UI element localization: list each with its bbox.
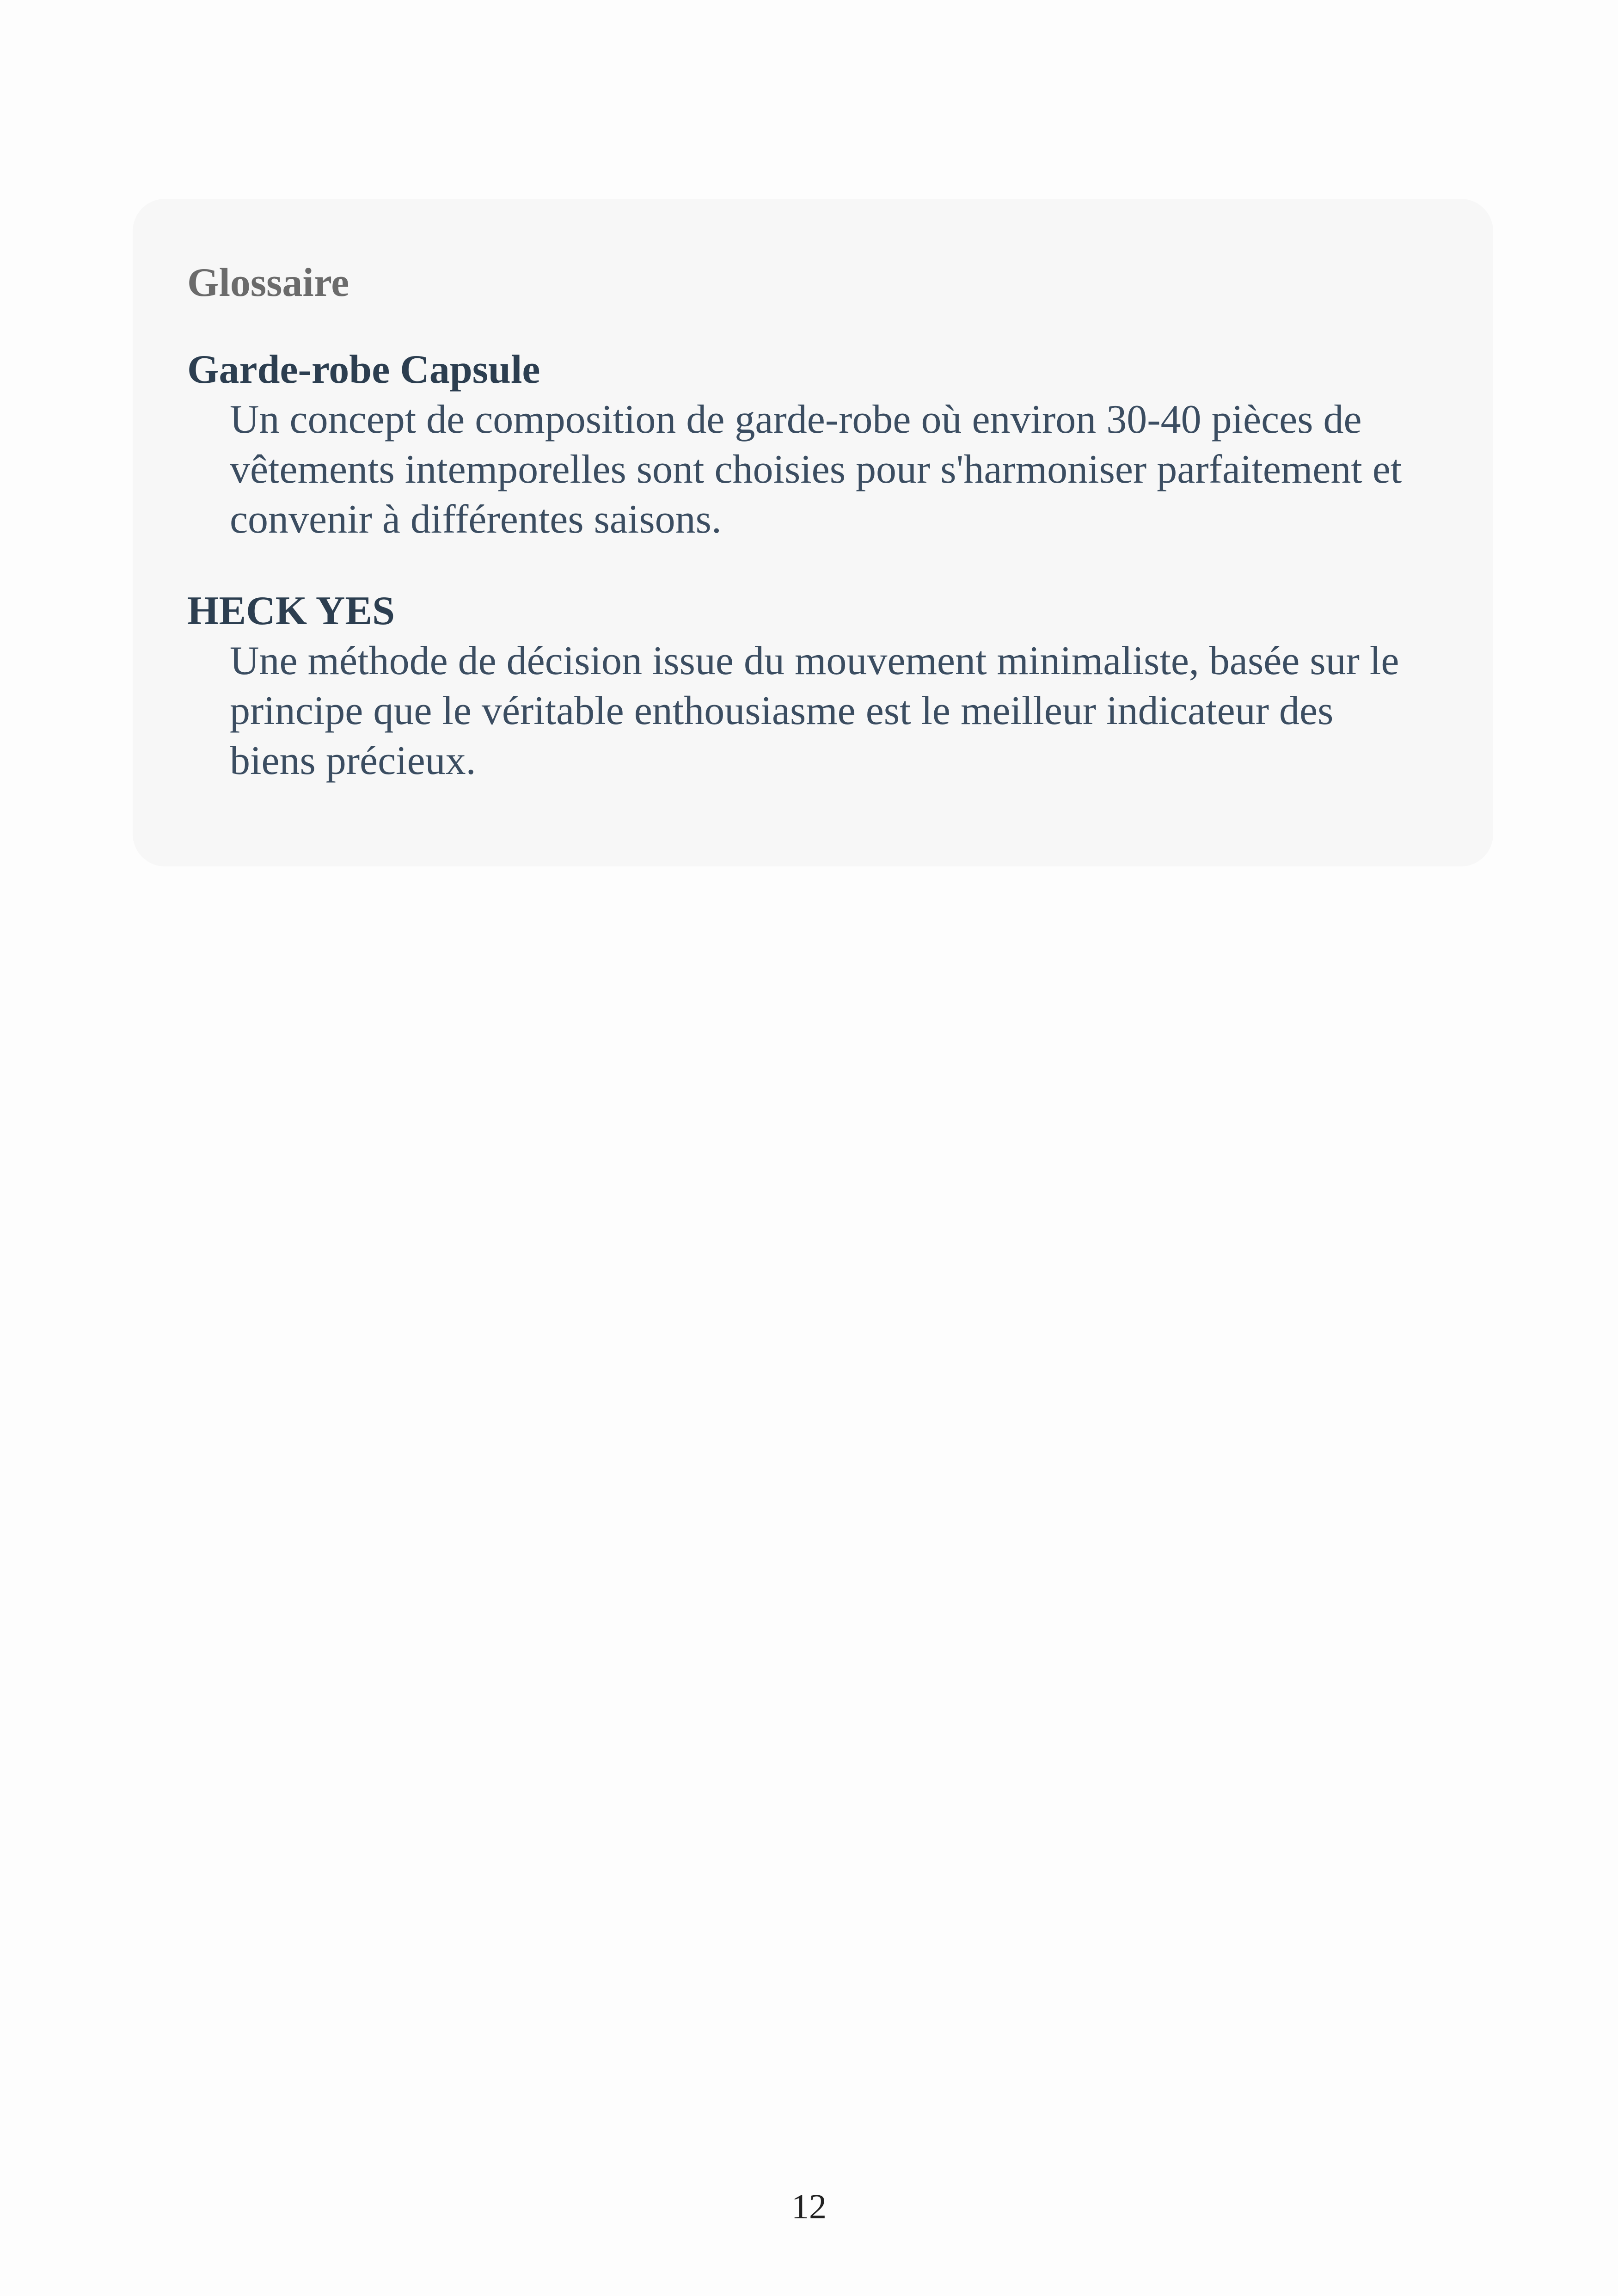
glossary-entry (187, 345, 1439, 545)
glossary-definition: Un concept de composition de garde-robe où environ 30-40 pièces de vêtements intemporelles sont choisies pour s'harmoniser parfaitement et convenir à différentes saisons. (230, 397, 1402, 542)
page-number: 12 (791, 2187, 827, 2226)
glossary-term: Garde-robe Capsule (187, 347, 540, 392)
glossary-term: HECK YES (187, 589, 395, 633)
glossary-definition: Une méthode de décision issue du mouvement minimaliste, basée sur le principe que le véritable enthousiasme est le meilleur indicateur des biens précieux. (230, 638, 1399, 783)
glossary-box (133, 199, 1493, 866)
glossary-entry (187, 586, 1439, 786)
glossary-title: Glossaire (187, 260, 349, 305)
